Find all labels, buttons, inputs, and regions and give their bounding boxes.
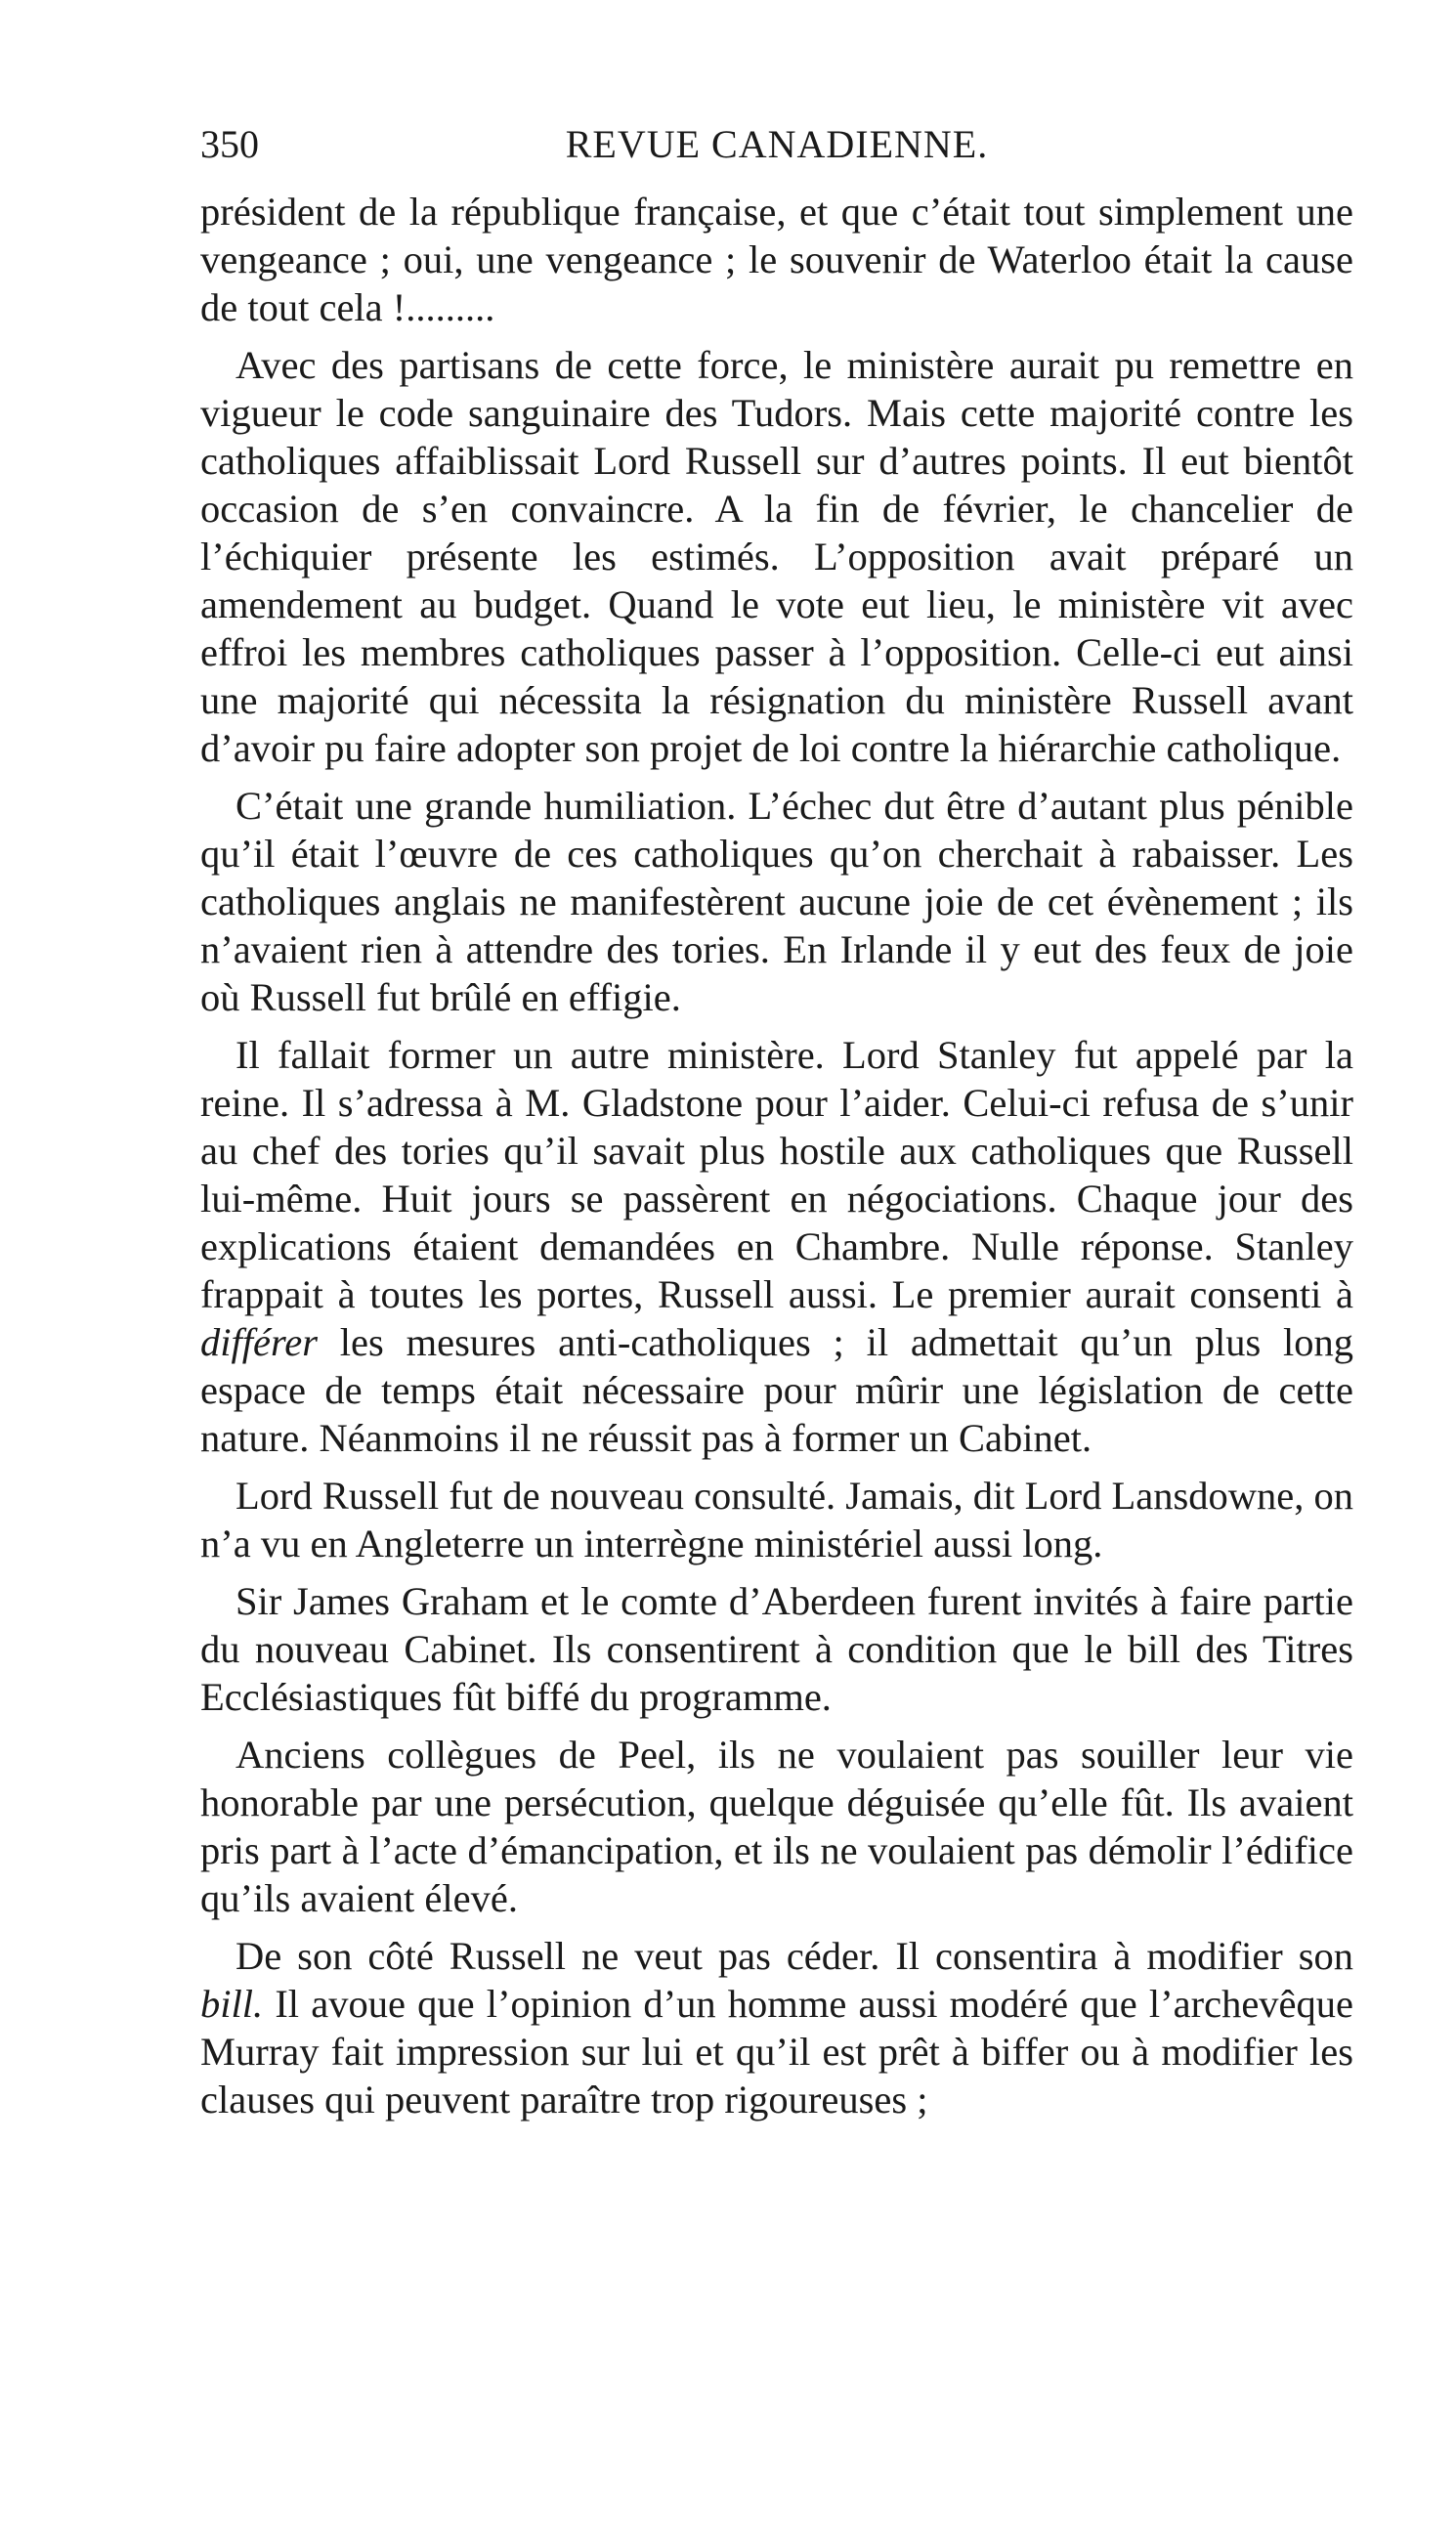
running-title: REVUE CANADIENNE. <box>565 122 989 166</box>
paragraph-8-text-a: De son côté Russell ne veut pas céder. Il consentira à modifier son <box>236 1934 1353 1978</box>
paragraph-4-text-b: les mesures anti-catholiques ; il admettait qu’un plus long espace de temps était nécessaire pour mûrir une législation de cette nature. Néanmoins il ne réussit pas à former un Cabinet. <box>200 1320 1354 1460</box>
paragraph-8-emphasis: bill. <box>200 1982 264 2026</box>
paragraph-3: C’était une grande humiliation. L’échec dut être d’autant plus pénible qu’il était l’œuvre de ces catholiques qu’on cherchait à rabaisser. Les catholiques anglais ne manifestèrent aucune joie de cet évènement ; ils n’avaient rien à attendre des tories. En Irlande il y eut des feux de joie où Russell fut brûlé en effigie. <box>200 784 1353 1019</box>
page-number: 350 <box>200 122 259 166</box>
paragraph-7: Anciens collègues de Peel, ils ne voulaient pas souiller leur vie honorable par une persécution, quelque déguisée qu’elle fût. Ils avaient pris part à l’acte d’émancipation, et ils ne voulaient pas démolir l’édifice qu’ils avaient élevé. <box>200 1733 1353 1920</box>
paragraph-8 <box>200 1932 1353 2123</box>
paragraph-2: Avec des partisans de cette force, le ministère aurait pu remettre en vigueur le code sanguinaire des Tudors. Mais cette majorité contre les catholiques affaiblissait Lord Russell sur d’autres points. Il eut bientôt occasion de s’en convaincre. A la fin de février, le chancelier de l’échiquier présente les estimés. L’opposition avait préparé un amendement au budget. Quand le vote eut lieu, le ministère vit avec effroi les membres catholiques passer à l’opposition. Celle-ci eut ainsi une majorité qui nécessita la résignation du ministère Russell avant d’avoir pu faire adopter son projet de loi contre la hiérarchie catholique. <box>200 343 1353 770</box>
body-text <box>200 188 1353 2133</box>
paragraph-4 <box>200 1031 1353 1462</box>
paragraph-4-emphasis: différer <box>200 1320 318 1364</box>
paragraph-1: président de la république française, et que c’était tout simplement une vengeance ; oui, une vengeance ; le souvenir de Waterloo était la cause de tout cela !......... <box>200 190 1353 329</box>
page-header <box>200 115 1353 174</box>
paragraph-8-text-b: Il avoue que l’opinion d’un homme aussi modéré que l’archevêque Murray fait impression sur lui et qu’il est prêt à biffer ou à modifier les clauses qui peuvent paraître trop rigoureuses ; <box>200 1982 1353 2122</box>
paragraph-4-text-a: Il fallait former un autre ministère. Lord Stanley fut appelé par la reine. Il s’adressa à M. Gladstone pour l’aider. Celui-ci refusa de s’unir au chef des tories qu’il savait plus hostile aux catholiques que Russell lui-même. Huit jours se passèrent en négociations. Chaque jour des explications étaient demandées en Chambre. Nulle réponse. Stanley frappait à toutes les portes, Russell aussi. Le premier aurait consenti à <box>200 1033 1353 1316</box>
paragraph-6: Sir James Graham et le comte d’Aberdeen furent invités à faire partie du nouveau Cabinet. Ils consentirent à condition que le bill des Titres Ecclésiastiques fût biffé du programme. <box>200 1579 1353 1719</box>
paragraph-5: Lord Russell fut de nouveau consulté. Jamais, dit Lord Lansdowne, on n’a vu en Angleterre un interrègne ministériel aussi long. <box>200 1474 1353 1565</box>
